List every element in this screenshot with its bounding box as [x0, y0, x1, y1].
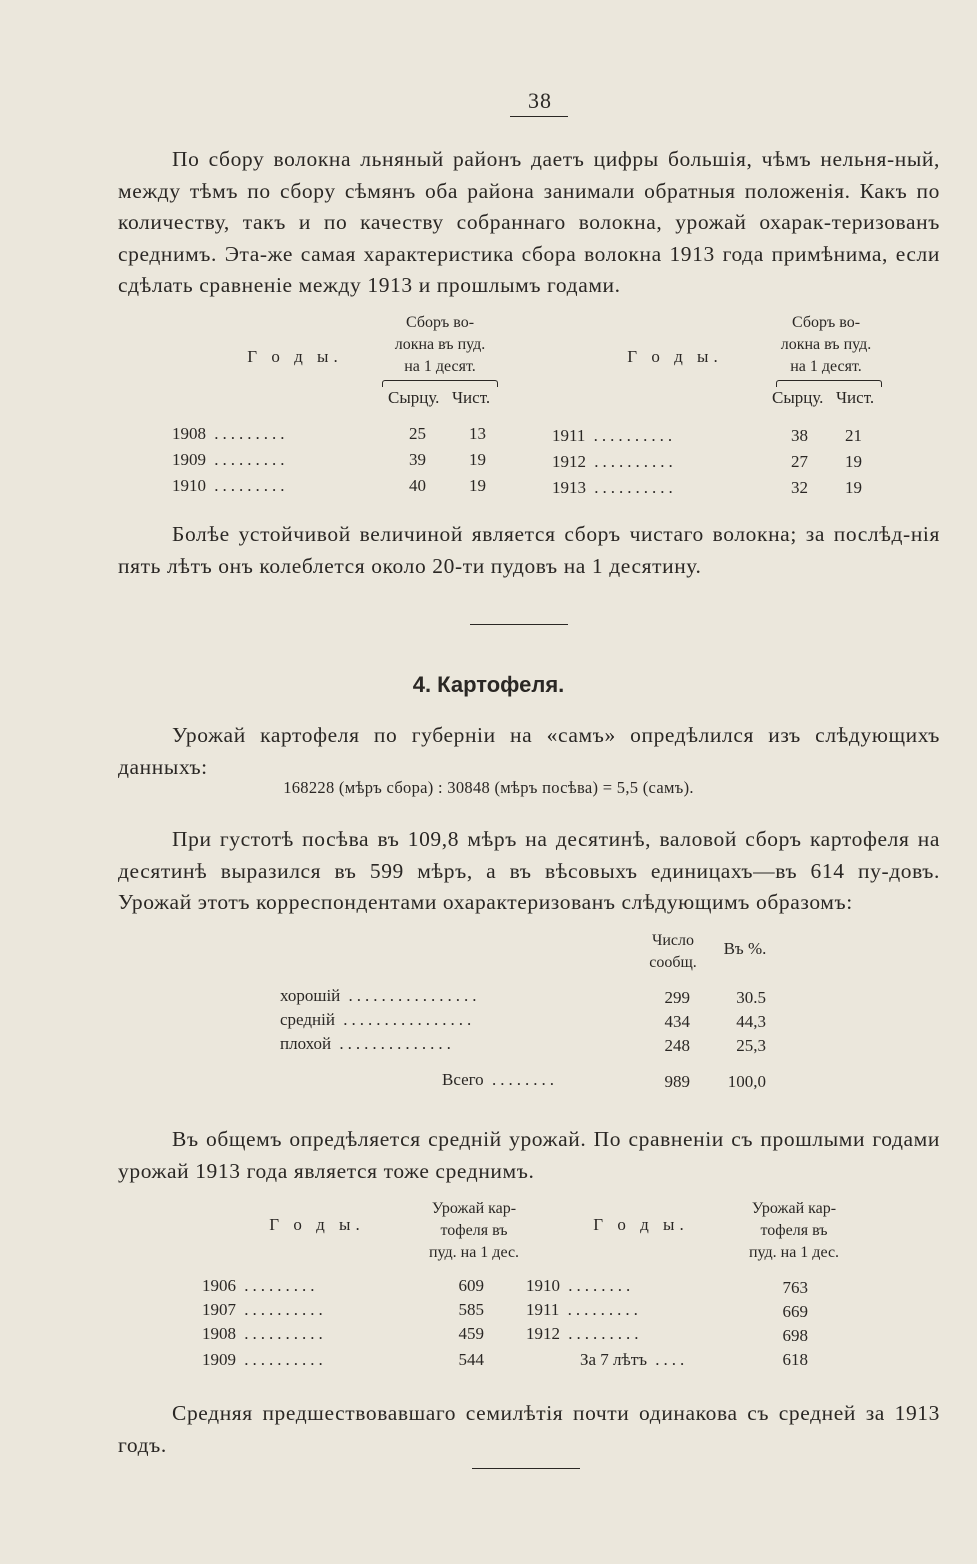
section-title: 4. Картофеля.	[412, 672, 565, 697]
page-number: 38	[528, 88, 552, 113]
table-cell: 544	[458, 1350, 484, 1369]
table-cell: 585	[458, 1300, 484, 1319]
table-cell: 30.5	[736, 988, 766, 1007]
end-divider	[472, 1468, 580, 1469]
table-cell: 609	[458, 1276, 484, 1295]
table1-sub-clean-left: Чист.	[452, 388, 491, 407]
table3-years-header-left: Г о д ы.	[269, 1215, 365, 1234]
table-row: средній ................	[280, 1010, 476, 1029]
table-total-row: Всего ........	[442, 1070, 558, 1089]
paragraph-potato-density: При густотѣ посѣва въ 109,8 мѣръ на десятинѣ, валовой сборъ картофеля на десятинѣ выразился въ 599 мѣръ, а въ вѣсовыхъ единицахъ—въ 614 пу-довъ. Урожай этотъ корреспондентами охарактеризованъ слѣдующимъ образомъ:	[118, 827, 940, 914]
table-cell: 19	[469, 450, 486, 469]
table-row: 1910 .........	[172, 476, 289, 495]
table-cell: 19	[469, 476, 486, 495]
table-cell: 989	[664, 1072, 690, 1091]
table-cell: 100,0	[727, 1072, 766, 1091]
table-row: хорошій ................	[280, 986, 481, 1005]
table1-years-header-left: Г о д ы.	[247, 347, 343, 366]
table-cell: 21	[845, 426, 862, 445]
table1-sub-raw-right: Сырцу.	[772, 388, 824, 407]
table-row: плохой ..............	[280, 1034, 455, 1053]
table1-group-header-right: Сборъ во- локна въ пуд. на 1 десят.	[780, 314, 872, 375]
table-row: 1906 .........	[202, 1276, 319, 1295]
table-flax-yield	[160, 308, 920, 498]
table3-years-header-right: Г о д ы.	[593, 1215, 689, 1234]
table-row: 1912 .........	[526, 1324, 643, 1343]
page-number-rule	[510, 116, 568, 117]
paragraph-potato-intro: Урожай картофеля по губерніи на «самъ» опредѣлился изъ слѣдующихъ данныхъ:	[118, 723, 940, 779]
table2-count-header: Число сообщ.	[649, 932, 697, 971]
table3-value-header-right: Урожай кар- тофеля въ пуд. на 1 дес.	[748, 1200, 840, 1261]
yield-formula: 168228 (мѣръ сбора) : 30848 (мѣръ посѣва) = 5,5 (самъ).	[283, 778, 694, 797]
table3-value-header-left: Урожай кар- тофеля въ пуд. на 1 дес.	[428, 1200, 520, 1261]
table-cell: 25,3	[736, 1036, 766, 1055]
table-cell: 763	[782, 1278, 808, 1297]
table-row: 1911 .........	[526, 1300, 642, 1319]
table-cell: 618	[782, 1350, 808, 1369]
table-row: 1909 ..........	[202, 1350, 327, 1369]
table-cell: 19	[845, 452, 862, 471]
table1-group-header-left: Сборъ во- локна въ пуд. на 1 десят.	[394, 314, 486, 375]
paragraph-seven-year-average: Средняя предшествовавшаго семилѣтія почти одинакова съ средней за 1913 годъ.	[118, 1401, 940, 1457]
table-potato-yield-years	[196, 1196, 876, 1376]
paragraph-flax-fiber: По сбору волокна льняный районъ даетъ цифры большія, чѣмъ нельня-ный, между тѣмъ по сбору сѣмянъ оба района занимали обратныя положенія. Какъ по количеству, такъ и по качеству собраннаго волокна, урожай охарак-теризованъ среднимъ. Эта-же самая характеристика сбора волокна 1913 года примѣнима, если сдѣлать сравненіе между 1913 и прошлымъ годами.	[118, 147, 940, 297]
table-cell: 299	[664, 988, 690, 1007]
table-cell: 27	[791, 452, 808, 471]
table-cell: 32	[791, 478, 808, 497]
table-cell: 25	[409, 424, 426, 443]
table-potato-ratings	[270, 924, 790, 1100]
table1-sub-raw-left: Сырцу.	[388, 388, 440, 407]
table-row: 1908 ..........	[202, 1324, 327, 1343]
table-row: 1911 ..........	[552, 426, 677, 445]
table-row: 1910 ........	[526, 1276, 635, 1295]
paragraph-clean-fiber: Болѣе устойчивой величиной является сборъ чистаго волокна; за послѣд-нія пять лѣтъ онъ колеблется около 20-ти пудовъ на 1 десятину.	[118, 522, 940, 578]
table-row: 1908 .........	[172, 424, 289, 443]
table-cell: 38	[791, 426, 808, 445]
paragraph-average-yield: Въ общемъ опредѣляется средній урожай. По сравненіи съ прошлыми годами урожай 1913 года является тоже среднимъ.	[118, 1127, 940, 1183]
table-row: За 7 лѣтъ ....	[580, 1350, 689, 1369]
table-row: 1907 ..........	[202, 1300, 327, 1319]
table-cell: 19	[845, 478, 862, 497]
table-cell: 669	[782, 1302, 808, 1321]
table-cell: 13	[469, 424, 486, 443]
table-cell: 248	[664, 1036, 690, 1055]
table-cell: 40	[409, 476, 426, 495]
table1-years-header-right: Г о д ы.	[627, 347, 723, 366]
table-row: 1909 .........	[172, 450, 289, 469]
table-cell: 39	[409, 450, 426, 469]
table1-sub-clean-right: Чист.	[836, 388, 875, 407]
table2-pct-header: Въ %.	[723, 939, 767, 958]
table-cell: 434	[664, 1012, 690, 1031]
table-cell: 459	[458, 1324, 484, 1343]
table-row: 1913 ..........	[552, 478, 677, 497]
table-cell: 698	[782, 1326, 808, 1345]
table-cell: 44,3	[736, 1012, 766, 1031]
section-divider	[470, 624, 568, 625]
table-row: 1912 ..........	[552, 452, 677, 471]
